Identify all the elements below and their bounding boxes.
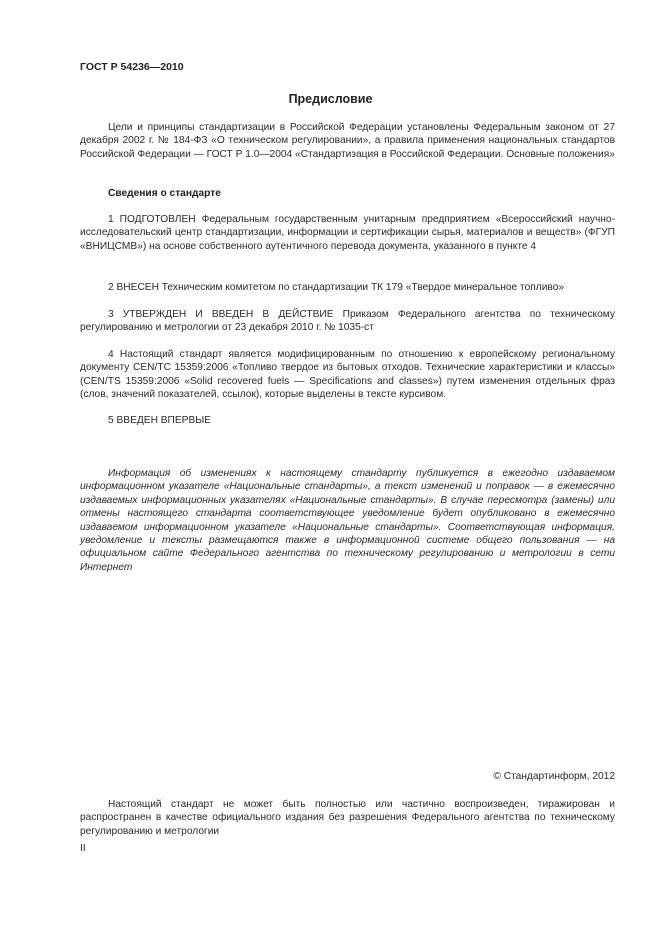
preface-intro: Цели и принципы стандартизации в Российской Федерации установлены Федеральным законом от 27 декабря 2002 г. № 184-ФЗ «О техническом регулировании», а правила применения национальных стандартов Российской Федерации — ГОСТ Р 1.0—2004 «Стандартизация в Российской Федерации. Основные положения» [80,122,615,160]
copyright: © Стандартинформ, 2012 [493,771,615,782]
standard-id: ГОСТ Р 54236—2010 [80,61,184,73]
info-item-1: 1 ПОДГОТОВЛЕН Федеральным государственным унитарным предприятием «Всероссийский научно-исследовательский центр стандартизации, информации и сертификации сырья, материалов и веществ» (ФГУП «ВНИЦСМВ») на основе собственного аутентичного перевода документа, указанного в пункте 4 [80,214,615,252]
info-heading: Сведения о стандарте [108,188,221,199]
info-item-2: 2 ВНЕСЕН Техническим комитетом по стандартизации ТК 179 «Твердое минеральное топливо» [108,282,565,293]
info-item-5: 5 ВВЕДЕН ВПЕРВЫЕ [108,415,212,426]
preface-title: Предисловие [288,92,373,106]
page-number: II [80,843,86,854]
info-item-3: 3 УТВЕРЖДЕН И ВВЕДЕН В ДЕЙСТВИЕ Приказом Федерального агентства по техническому регулированию и метрологии от 23 декабря 2010 г. № 1035-ст [80,309,615,334]
reproduction-notice: Настоящий стандарт не может быть полностью или частично воспроизведен, тиражирован и распространен в качестве официального издания без разрешения Федерального агентства по техническому регулированию и метрологии [80,799,615,837]
change-notice: Информация об изменениях к настоящему стандарту публикуется в ежегодно издаваемом информационном указателе «Национальные стандарты», а текст изменений и поправок — в ежемесячно издаваемых информационных указателях «Национальные стандарты». В случае пересмотра (замены) или отмены настоящего стандарта соответствующее уведомление будет опубликовано в ежемесячно издаваемом информационном указателе «Национальные стандарты». Соответствующая информация, уведомление и тексты размещаются также в информационной системе общего пользования — на официальном сайте Федерального агентства по техническому регулированию и метрологии в сети Интернет [80,468,615,573]
info-item-4: 4 Настоящий стандарт является модифицированным по отношению к европейскому региональному документу CEN/TC 15359:2006 «Топливо твердое из бытовых отходов. Технические характеристики и классы» (CEN/TS 15359:2006 «Solid recovered fuels — Specifications and classes») путем изменения отдельных фраз (слов, значений показателей, ссылок), которые выделены в тексте курсивом. [80,349,615,401]
